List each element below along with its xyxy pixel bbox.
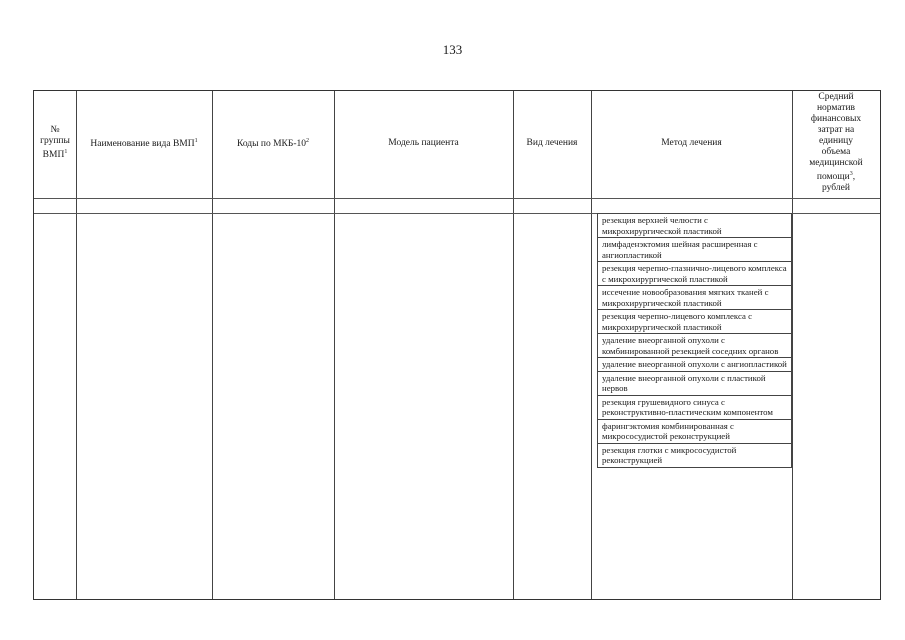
header-treatment-type-text: Вид лечения <box>526 137 578 148</box>
footnote-ref: 2 <box>306 137 310 144</box>
header-avg-cost-text: Средний норматив финансовых затрат на единицу объема медицинской помощи <box>809 91 863 183</box>
header-avg-cost-unit: , рублей <box>822 172 856 194</box>
method-cell: удаление внеорганной опухоли с пластикой нервов <box>597 372 792 396</box>
method-cell: фарингэктомия комбинированная с микрососудистой реконструкцией <box>597 420 792 444</box>
method-cell: резекция глотки с микрососудистой реконструкцией <box>597 444 792 468</box>
header-treatment-method <box>591 91 792 195</box>
header-divider <box>34 198 880 199</box>
header-vmp-name <box>76 91 212 195</box>
footnote-ref: 1 <box>194 137 198 144</box>
method-cell: резекция черепно-лицевого комплекса с микрохирургической пластикой <box>597 310 792 334</box>
method-cell: резекция верхней челюсти с микрохирургической пластикой <box>597 213 792 238</box>
header-treatment-method-text: Метод лечения <box>661 137 722 148</box>
method-cell: удаление внеорганной опухоли с ангиопластикой <box>597 358 792 372</box>
header-icd-codes-text: Коды по МКБ-10 <box>236 139 307 150</box>
method-cell: иссечение новообразования мягких тканей с микрохирургической пластикой <box>597 286 792 310</box>
footnote-ref: 3 <box>849 170 853 177</box>
method-cell: удаление внеорганной опухоли с комбинированной резекцией соседних органов <box>597 334 792 358</box>
vmp-table <box>33 90 881 600</box>
header-group-no <box>34 91 76 195</box>
page-number: 133 <box>442 42 463 57</box>
method-cell: резекция черепно-глазнично-лицевого комплекса с микрохирургической пластикой <box>597 262 792 286</box>
method-cell: резекция грушевидного синуса с реконструктивно-пластическим компонентом <box>597 396 792 420</box>
header-icd-codes <box>212 91 334 195</box>
footnote-ref: 1 <box>64 148 68 155</box>
header-vmp-name-text: Наименование вида ВМП <box>90 139 195 150</box>
header-group-no-text: № группы ВМП <box>40 124 70 161</box>
header-treatment-type <box>513 91 591 195</box>
method-cell: лимфаденэктомия шейная расширенная с ангиопластикой <box>597 238 792 262</box>
header-patient-model-text: Модель пациента <box>388 137 459 148</box>
header-avg-cost <box>792 91 880 195</box>
header-patient-model <box>334 91 513 195</box>
treatment-method-list <box>597 213 792 468</box>
